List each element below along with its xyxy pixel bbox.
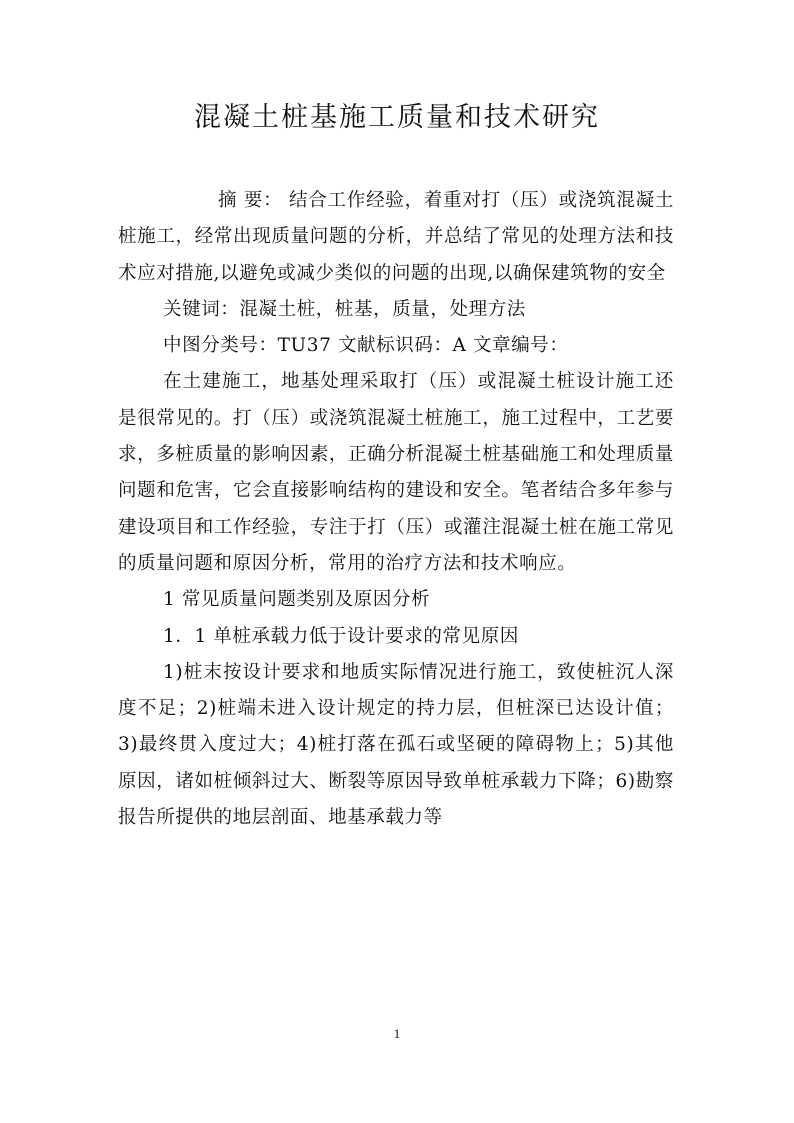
abstract-text: 结合工作经验，着重对打（压）或浇筑混凝土桩施工，经常出现质量问题的分析，并总结了常见的处理方法和技术应对措施,以避免或减少类似的问题的出现,以确保建筑物的安全 [118,190,674,284]
classification-line: 中图分类号：TU37 文献标识码：A 文章编号： [163,335,569,357]
section-1-heading: 1 常见质量问题类别及原因分析 [163,589,431,611]
section-1-1-heading: 1．1 单桩承载力低于设计要求的常见原因 [163,625,519,647]
document-body [118,183,674,836]
abstract-paragraph [118,183,674,292]
document-title: 混凝土桩基施工质量和技术研究 [194,102,600,133]
section-1-1-paragraph: 1)桩末按设计要求和地质实际情况进行施工，致使桩沉人深度不足；2)桩端未进入设计规定的持力层，但桩深已达设计值；3)最终贯入度过大；4)桩打落在孤石或坚硬的障碍物上；5)其他原因，诸如桩倾斜过大、断裂等原因导致单桩承载力下降；6)勘察报告所提供的地层剖面、地基承载力等 [118,661,674,829]
page-number: 1 [393,1026,401,1041]
abstract-label: 摘 要： [218,190,283,211]
keywords-line: 关键词：混凝土桩，桩基，质量，处理方法 [163,298,526,320]
intro-paragraph: 在土建施工，地基处理采取打（压）或混凝土桩设计施工还是很常见的。打（压）或浇筑混凝土桩施工，施工过程中，工艺要求，多桩质量的影响因素，正确分析混凝土桩基础施工和处理质量问题和危害，它会直接影响结构的建设和安全。笔者结合多年参与建设项目和工作经验，专注于打（压）或灌注混凝土桩在施工常见的质量问题和原因分析，常用的治疗方法和技术响应。 [118,371,674,574]
